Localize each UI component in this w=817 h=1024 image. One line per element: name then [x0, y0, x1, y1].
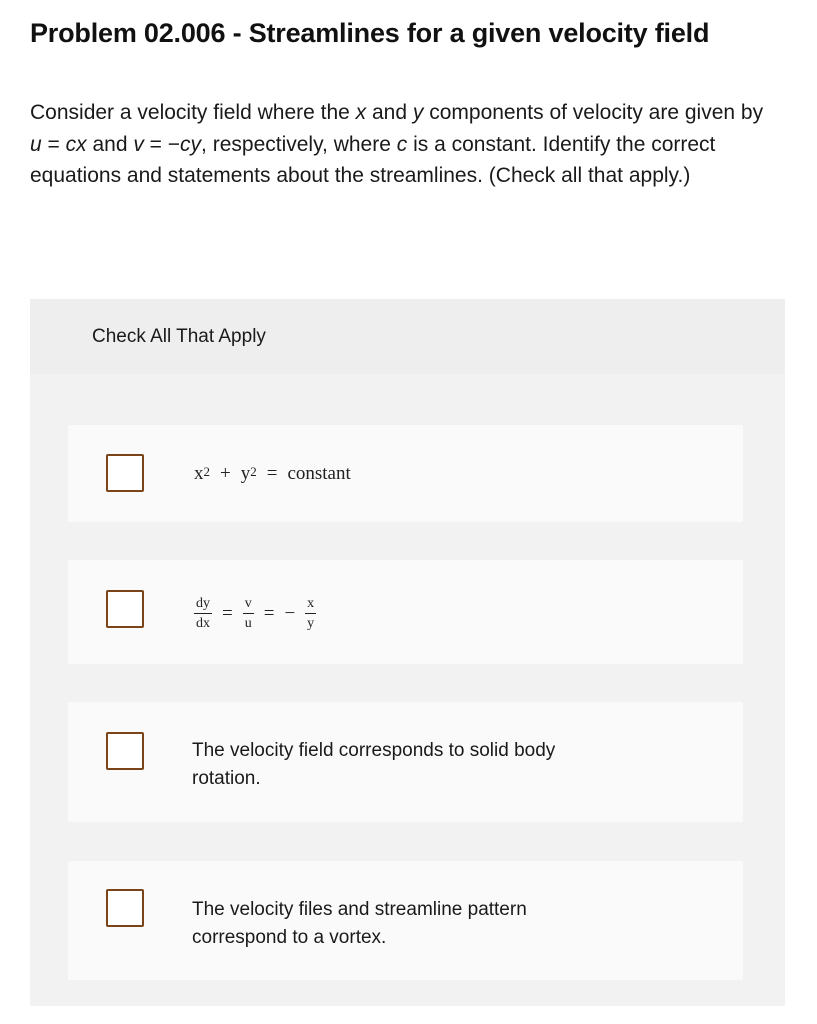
- fraction-denominator: y: [307, 616, 315, 631]
- var-cx: cx: [65, 132, 87, 156]
- prompt-text: = −: [143, 132, 181, 156]
- prompt-text: =: [41, 132, 66, 156]
- checkbox[interactable]: [106, 454, 144, 492]
- var-c: c: [396, 132, 408, 156]
- checkbox[interactable]: [106, 590, 144, 628]
- option-2[interactable]: [68, 560, 743, 664]
- math-y: y: [240, 463, 251, 484]
- math-exponent: 2: [203, 464, 210, 479]
- checkbox[interactable]: [106, 732, 144, 770]
- fraction-denominator: dx: [196, 616, 210, 631]
- var-v: v: [133, 132, 144, 156]
- option-3-label: The velocity field corresponds to solid body rotation.: [192, 740, 556, 789]
- page-title: Problem 02.006 - Streamlines for a given velocity field: [30, 18, 710, 48]
- option-1[interactable]: [68, 425, 743, 522]
- fraction-v-u: [243, 596, 254, 631]
- fraction-dy-dx: [194, 596, 212, 631]
- prompt-text: components of velocity are given by: [423, 101, 764, 124]
- prompt-text: Consider a velocity field where the: [30, 101, 356, 124]
- prompt-text: and: [366, 101, 413, 124]
- checkbox[interactable]: [106, 889, 144, 927]
- fraction-x-y: [305, 596, 316, 631]
- fraction-denominator: u: [244, 616, 252, 631]
- answer-panel: [30, 299, 785, 1006]
- prompt-text: and: [86, 132, 134, 156]
- prompt-text: , respectively, where: [201, 132, 397, 156]
- math-equals: =: [222, 602, 233, 624]
- math-plus: +: [220, 463, 231, 484]
- var-u: u: [30, 132, 42, 156]
- option-2-equation: [194, 596, 316, 631]
- var-y: y: [412, 101, 424, 124]
- fraction-numerator: dy: [194, 596, 212, 614]
- option-4[interactable]: [68, 861, 743, 980]
- math-exponent: 2: [250, 464, 257, 479]
- math-rhs: constant: [287, 463, 351, 484]
- prompt-text: is a constant. Identify the correct equations and statements about the streamlines. (Check all that apply.): [30, 132, 716, 187]
- fraction-numerator: x: [305, 596, 316, 614]
- option-1-equation: [194, 463, 351, 485]
- math-equals: =: [266, 463, 278, 484]
- option-4-label: The velocity files and streamline pattern correspond to a vortex.: [192, 899, 527, 948]
- var-x: x: [355, 101, 367, 124]
- var-cy: cy: [180, 132, 202, 156]
- math-minus: −: [284, 602, 296, 624]
- panel-header: Check All That Apply: [30, 299, 785, 374]
- option-3[interactable]: [68, 702, 743, 822]
- fraction-numerator: v: [243, 596, 254, 614]
- math-x: x: [194, 463, 204, 484]
- math-equals: =: [263, 602, 275, 624]
- problem-prompt: [30, 97, 780, 192]
